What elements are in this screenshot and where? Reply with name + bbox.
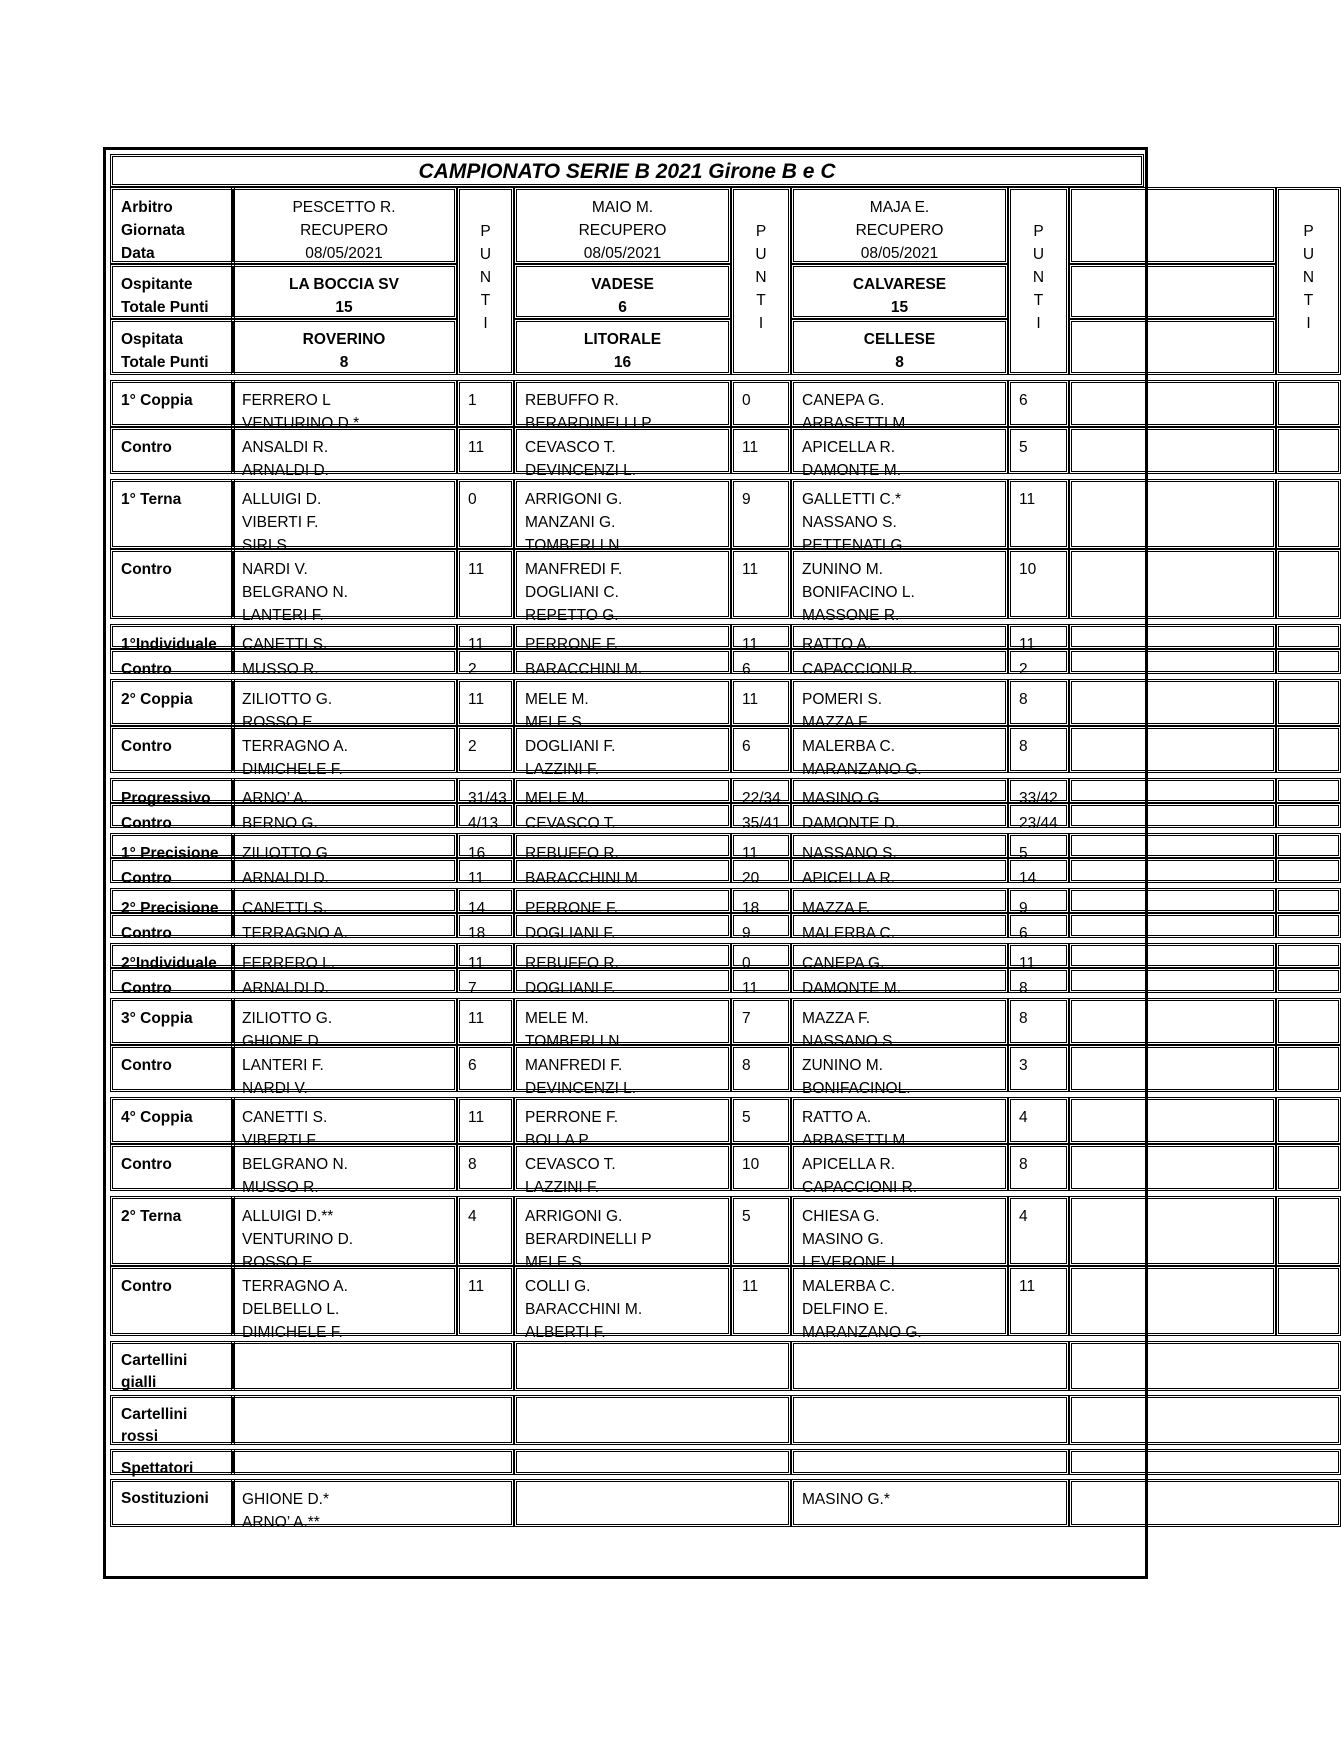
footer-value: [1069, 1449, 1341, 1475]
score-value: 7: [457, 968, 514, 993]
score-value: 20: [731, 858, 791, 883]
score-value: [1276, 380, 1341, 427]
score-value: 11: [731, 549, 791, 619]
score-value: 11: [457, 1097, 514, 1144]
player-names: DOGLIANI F. LAZZINI F.: [514, 726, 731, 773]
player-names: [1069, 1196, 1276, 1266]
row-label: Contro: [110, 1045, 235, 1092]
score-value: 11: [457, 679, 514, 726]
score-value: 16: [457, 833, 514, 858]
score-value: 3: [1008, 1045, 1069, 1092]
score-value: 0: [731, 380, 791, 427]
match-ospitante: LITORALE 16: [514, 319, 731, 375]
player-names: APICELLA R. DAMONTE M.: [791, 427, 1008, 474]
player-names: ARRIGONI G. BERARDINELLI P MELE S.: [514, 1196, 731, 1266]
footer-label: Cartellini rossi: [110, 1395, 235, 1445]
player-names: CHIESA G. MASINO G. LEVERONE L.: [791, 1196, 1008, 1266]
row-label: Contro: [110, 1144, 235, 1191]
player-names: [1069, 549, 1276, 619]
player-names: COLLI G. BARACCHINI M. ALBERTI F.: [514, 1266, 731, 1336]
player-names: BELGRANO N. MUSSO R.: [231, 1144, 457, 1191]
player-names: CANETTI S. VIBERTI F.: [231, 1097, 457, 1144]
score-value: [1276, 1045, 1341, 1092]
player-names: [1069, 649, 1276, 674]
player-names: FERRERO L.: [231, 943, 457, 968]
score-value: 2: [1008, 649, 1069, 674]
player-names: REBUFFO R.: [514, 833, 731, 858]
row-label: Contro: [110, 968, 235, 993]
player-names: TERRAGNO A.: [231, 913, 457, 938]
player-names: DAMONTE D.: [791, 803, 1008, 828]
player-names: [1069, 968, 1276, 993]
match-arbitro: PESCETTO R. RECUPERO 08/05/2021: [231, 187, 457, 264]
score-value: [1276, 858, 1341, 883]
player-names: [1069, 624, 1276, 649]
score-value: [1276, 998, 1341, 1045]
player-names: ARRIGONI G. MANZANI G. TOMBERLI N.: [514, 479, 731, 549]
score-value: [1276, 549, 1341, 619]
player-names: [1069, 479, 1276, 549]
score-value: [1276, 726, 1341, 773]
score-value: 9: [1008, 888, 1069, 913]
row-label: 1° Coppia: [110, 380, 235, 427]
player-names: BERNO G.: [231, 803, 457, 828]
score-value: [1276, 803, 1341, 828]
match-undefined: [1069, 187, 1276, 264]
player-names: ARNALDI D.: [231, 858, 457, 883]
score-value: [1276, 778, 1341, 803]
player-names: FERRERO L VENTURINO D.*: [231, 380, 457, 427]
score-value: [1276, 1196, 1341, 1266]
player-names: LANTERI F. NARDI V.: [231, 1045, 457, 1092]
score-value: 0: [457, 479, 514, 549]
player-names: TERRAGNO A. DELBELLO L. DIMICHELE F.: [231, 1266, 457, 1336]
player-names: MASINO G: [791, 778, 1008, 803]
player-names: MAZZA F.: [791, 888, 1008, 913]
player-names: ANSALDI R. ARNALDI D.: [231, 427, 457, 474]
score-value: 18: [731, 888, 791, 913]
footer-value: [514, 1341, 791, 1391]
player-names: REBUFFO R.: [514, 943, 731, 968]
player-names: APICELLA R.: [791, 858, 1008, 883]
player-names: MELE M. MELE S.: [514, 679, 731, 726]
score-value: 11: [1008, 943, 1069, 968]
match-ospitata: CALVARESE 15: [791, 264, 1008, 319]
player-names: BARACCHINI M: [514, 858, 731, 883]
score-value: 11: [457, 858, 514, 883]
score-value: 8: [1008, 726, 1069, 773]
player-names: TERRAGNO A. DIMICHELE F.: [231, 726, 457, 773]
player-names: ZILIOTTO G: [231, 833, 457, 858]
match-ospitante: VADESE 6: [514, 264, 731, 319]
score-value: [1276, 427, 1341, 474]
footer-value: [791, 1449, 1069, 1475]
player-names: [1069, 1045, 1276, 1092]
punti-header: P U N T I: [1276, 187, 1341, 375]
row-label: Contro: [110, 913, 235, 938]
player-names: [1069, 833, 1276, 858]
player-names: ZUNINO M. BONIFACINOL.: [791, 1045, 1008, 1092]
player-names: MALERBA C.: [791, 913, 1008, 938]
row-label: Contro: [110, 858, 235, 883]
player-names: [1069, 998, 1276, 1045]
score-value: [1276, 833, 1341, 858]
player-names: [1069, 888, 1276, 913]
footer-value: [791, 1395, 1069, 1445]
player-names: ZILIOTTO G. GHIONE D.: [231, 998, 457, 1045]
footer-value: [514, 1395, 791, 1445]
score-value: [1276, 479, 1341, 549]
player-names: MUSSO R.: [231, 649, 457, 674]
score-value: 2: [457, 726, 514, 773]
player-names: MALERBA C. MARANZANO G.: [791, 726, 1008, 773]
player-names: ALLUIGI D. VIBERTI F. SIRI S.: [231, 479, 457, 549]
footer-value: [1069, 1395, 1341, 1445]
player-names: MELE M.: [514, 778, 731, 803]
footer-value: GHIONE D.* ARNO’ A.**: [231, 1479, 514, 1527]
footer-value: [514, 1449, 791, 1475]
player-names: ARNO’ A.: [231, 778, 457, 803]
score-value: 7: [731, 998, 791, 1045]
row-label: Contro: [110, 549, 235, 619]
score-value: 31/43: [457, 778, 514, 803]
score-value: 8: [1008, 1144, 1069, 1191]
footer-value: [1069, 1479, 1341, 1527]
player-names: POMERI S. MAZZA F.: [791, 679, 1008, 726]
player-names: CEVASCO T. LAZZINI F.: [514, 1144, 731, 1191]
footer-value: [791, 1341, 1069, 1391]
row-label: 4° Coppia: [110, 1097, 235, 1144]
score-value: [1276, 1097, 1341, 1144]
punti-header: P U N T I: [457, 187, 514, 375]
player-names: CEVASCO T.: [514, 803, 731, 828]
score-value: 11: [1008, 1266, 1069, 1336]
player-names: CAPACCIONI R.: [791, 649, 1008, 674]
score-value: 11: [731, 427, 791, 474]
row-label: 2° Precisione: [110, 888, 235, 913]
player-names: ZUNINO M. BONIFACINO L. MASSONE R.: [791, 549, 1008, 619]
footer-value: [514, 1479, 791, 1527]
header-label: Arbitro Giornata Data: [110, 187, 235, 264]
player-names: CANEPA G. ARBASETTI M.: [791, 380, 1008, 427]
score-value: 4: [1008, 1196, 1069, 1266]
score-value: 9: [731, 913, 791, 938]
sheet-title: CAMPIONATO SERIE B 2021 Girone B e C: [110, 154, 1144, 187]
score-value: 11: [1008, 479, 1069, 549]
player-names: RATTO A. ARBASETTI M.: [791, 1097, 1008, 1144]
player-names: MELE M. TOMBERLI N.: [514, 998, 731, 1045]
score-value: 4/13: [457, 803, 514, 828]
row-label: Contro: [110, 1266, 235, 1336]
player-names: [1069, 427, 1276, 474]
match-ospitante: MAIO M. RECUPERO 08/05/2021: [514, 187, 731, 264]
score-value: 6: [731, 649, 791, 674]
player-names: PERRONE F.: [514, 624, 731, 649]
player-names: [1069, 1266, 1276, 1336]
player-names: [1069, 803, 1276, 828]
header-label: Ospitante Totale Punti: [110, 264, 235, 319]
punti-header: P U N T I: [1008, 187, 1069, 375]
player-names: ARNALDI D.: [231, 968, 457, 993]
score-value: 22/34: [731, 778, 791, 803]
footer-value: MASINO G.*: [791, 1479, 1069, 1527]
score-value: 6: [731, 726, 791, 773]
player-names: [1069, 858, 1276, 883]
player-names: [1069, 1144, 1276, 1191]
score-value: [1276, 943, 1341, 968]
match-arbitro: LA BOCCIA SV 15: [231, 264, 457, 319]
score-value: 18: [457, 913, 514, 938]
player-names: CANETTI S.: [231, 624, 457, 649]
row-label: 1° Terna: [110, 479, 235, 549]
match-ospitata: CELLESE 8: [791, 319, 1008, 375]
score-value: 11: [457, 1266, 514, 1336]
score-value: 8: [1008, 968, 1069, 993]
player-names: MALERBA C. DELFINO E. MARANZANO G.: [791, 1266, 1008, 1336]
footer-value: [231, 1341, 514, 1391]
score-value: 11: [731, 833, 791, 858]
score-value: 14: [457, 888, 514, 913]
score-value: 11: [457, 998, 514, 1045]
match-undefined: [1069, 264, 1276, 319]
score-value: 6: [1008, 913, 1069, 938]
row-label: 1° Precisione: [110, 833, 235, 858]
score-value: 8: [1008, 679, 1069, 726]
score-value: 9: [731, 479, 791, 549]
score-value: 10: [1008, 549, 1069, 619]
row-label: 3° Coppia: [110, 998, 235, 1045]
player-names: [1069, 380, 1276, 427]
score-value: 10: [731, 1144, 791, 1191]
score-value: 8: [1008, 998, 1069, 1045]
player-names: [1069, 778, 1276, 803]
row-label: Contro: [110, 427, 235, 474]
player-names: MANFREDI F. DEVINCENZI L.: [514, 1045, 731, 1092]
row-label: 2°Individuale: [110, 943, 235, 968]
player-names: [1069, 913, 1276, 938]
header-label: Ospitata Totale Punti: [110, 319, 235, 375]
score-value: 2: [457, 649, 514, 674]
score-value: 4: [457, 1196, 514, 1266]
player-names: CANEPA G.: [791, 943, 1008, 968]
footer-label: Cartellini gialli: [110, 1341, 235, 1391]
score-value: 33/42: [1008, 778, 1069, 803]
score-value: 14: [1008, 858, 1069, 883]
score-value: [1276, 679, 1341, 726]
score-value: 11: [731, 968, 791, 993]
match-ospitata: MAJA E. RECUPERO 08/05/2021: [791, 187, 1008, 264]
score-value: [1276, 888, 1341, 913]
player-names: DAMONTE M.: [791, 968, 1008, 993]
player-names: PERRONE F. BOLLA P.: [514, 1097, 731, 1144]
player-names: APICELLA R. CAPACCIONI R.: [791, 1144, 1008, 1191]
player-names: [1069, 943, 1276, 968]
score-value: 11: [1008, 624, 1069, 649]
player-names: GALLETTI C.* NASSANO S. PETTENATI G.: [791, 479, 1008, 549]
score-value: 4: [1008, 1097, 1069, 1144]
score-value: [1276, 624, 1341, 649]
score-value: 6: [457, 1045, 514, 1092]
row-label: Progressivo: [110, 778, 235, 803]
score-value: 5: [1008, 833, 1069, 858]
score-value: 5: [1008, 427, 1069, 474]
score-value: 5: [731, 1196, 791, 1266]
footer-value: [1069, 1341, 1341, 1391]
player-names: [1069, 679, 1276, 726]
player-names: ZILIOTTO G. ROSSO E.: [231, 679, 457, 726]
player-names: REBUFFO R. BERARDINELLI P: [514, 380, 731, 427]
row-label: Contro: [110, 803, 235, 828]
score-value: 11: [457, 943, 514, 968]
player-names: DOGLIANI F.: [514, 968, 731, 993]
player-names: CANETTI S.: [231, 888, 457, 913]
player-names: BARACCHINI M.: [514, 649, 731, 674]
player-names: [1069, 726, 1276, 773]
player-names: ALLUIGI D.** VENTURINO D. ROSSO E.: [231, 1196, 457, 1266]
score-value: [1276, 1266, 1341, 1336]
score-value: [1276, 968, 1341, 993]
footer-label: Sostituzioni: [110, 1479, 235, 1527]
player-names: MANFREDI F. DOGLIANI C. REPETTO G.: [514, 549, 731, 619]
score-value: 6: [1008, 380, 1069, 427]
punti-header: P U N T I: [731, 187, 791, 375]
player-names: MAZZA F. NASSANO S.: [791, 998, 1008, 1045]
score-value: 0: [731, 943, 791, 968]
score-value: 11: [457, 624, 514, 649]
score-value: [1276, 913, 1341, 938]
row-label: 1°Individuale: [110, 624, 235, 649]
player-names: NARDI V. BELGRANO N. LANTERI F.: [231, 549, 457, 619]
score-value: [1276, 649, 1341, 674]
player-names: CEVASCO T. DEVINCENZI L.: [514, 427, 731, 474]
score-value: 35/41: [731, 803, 791, 828]
row-label: Contro: [110, 649, 235, 674]
player-names: [1069, 1097, 1276, 1144]
player-names: NASSANO S.: [791, 833, 1008, 858]
footer-value: [231, 1395, 514, 1445]
score-value: 11: [457, 549, 514, 619]
player-names: DOGLIANI F.: [514, 913, 731, 938]
score-value: 8: [457, 1144, 514, 1191]
score-value: 11: [731, 624, 791, 649]
score-value: 11: [731, 679, 791, 726]
row-label: 2° Coppia: [110, 679, 235, 726]
row-label: Contro: [110, 726, 235, 773]
row-label: 2° Terna: [110, 1196, 235, 1266]
footer-value: [231, 1449, 514, 1475]
score-value: [1276, 1144, 1341, 1191]
score-value: 11: [731, 1266, 791, 1336]
match-arbitro: ROVERINO 8: [231, 319, 457, 375]
player-names: PERRONE F.: [514, 888, 731, 913]
score-value: 8: [731, 1045, 791, 1092]
match-undefined: [1069, 319, 1276, 375]
score-value: 23/44: [1008, 803, 1069, 828]
score-value: 11: [457, 427, 514, 474]
score-value: 5: [731, 1097, 791, 1144]
player-names: RATTO A.: [791, 624, 1008, 649]
score-sheet: [103, 147, 1315, 1579]
score-value: 1: [457, 380, 514, 427]
footer-label: Spettatori: [110, 1449, 235, 1475]
